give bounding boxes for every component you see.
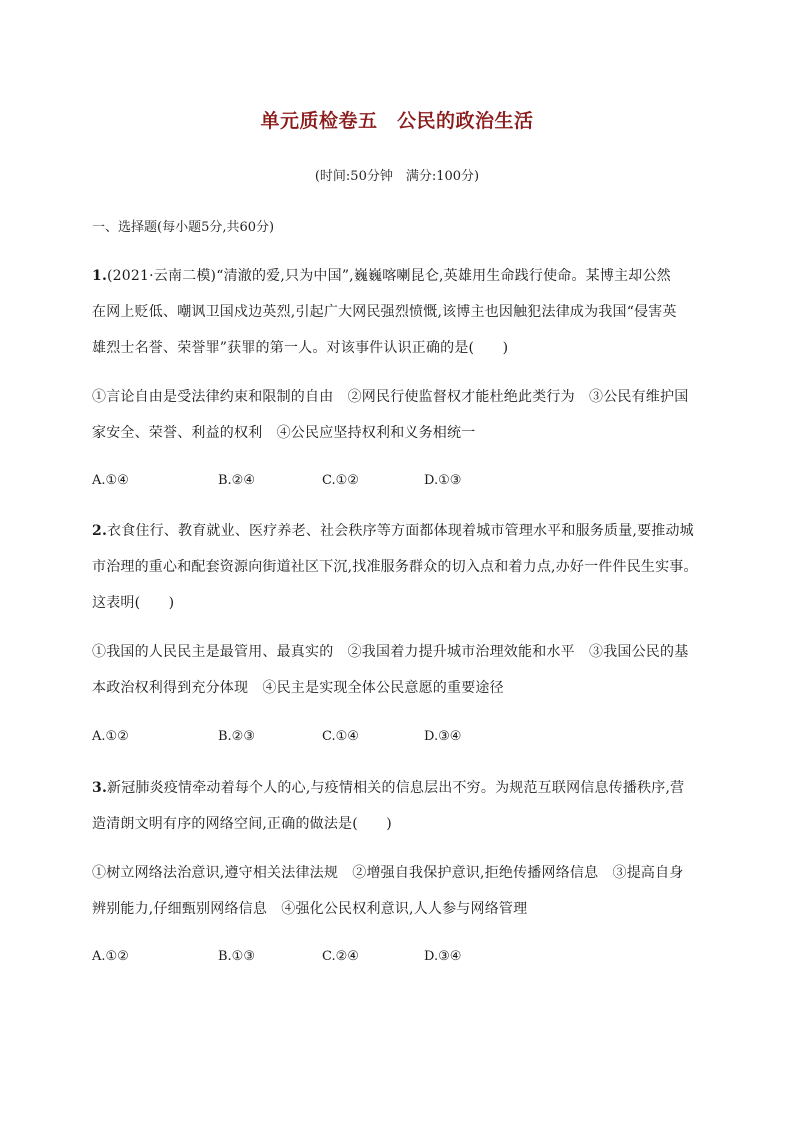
question-stem-line: 3.新冠肺炎疫情牵动着每个人的心,与疫情相关的信息层出不穷。为规范互联网信息传播秩序,营: [92, 780, 685, 796]
option-b[interactable]: B.②④: [218, 473, 255, 488]
option-a[interactable]: A.①④: [92, 473, 129, 488]
question-number: 1.: [92, 268, 108, 284]
option-c[interactable]: C.②④: [322, 949, 359, 964]
option-d[interactable]: D.①③: [424, 473, 462, 488]
statement-line: ①树立网络法治意识,遵守相关法律法规 ②增强自我保护意识,拒绝传播网络信息 ③提高自身: [92, 865, 684, 881]
statement-line: ①我国的人民民主是最管用、最真实的 ②我国着力提升城市治理效能和水平 ③我国公民的基: [92, 644, 689, 660]
question-stem-line: 在网上贬低、嘲讽卫国戍边英烈,引起广大网民强烈愤慨,该博主也因触犯法律成为我国“侵害英: [92, 304, 677, 320]
option-d[interactable]: D.③④: [424, 949, 462, 964]
question-number: 3.: [92, 780, 108, 796]
statement-line: 辨别能力,仔细甄别网络信息 ④强化公民权利意识,人人参与网络管理: [92, 901, 528, 917]
section-heading: 一、选择题(每小题5分,共60分): [92, 220, 275, 235]
option-c[interactable]: C.①②: [322, 473, 359, 488]
statement-line: ①言论自由是受法律约束和限制的自由 ②网民行使监督权才能杜绝此类行为 ③公民有维护国: [92, 389, 689, 405]
question-stem-line: 1.(2021·云南二模)“清澈的爱,只为中国”,巍巍喀喇昆仑,英雄用生命践行使命。某博主却公然: [92, 268, 671, 284]
question-number: 2.: [92, 523, 108, 539]
statement-line: 本政治权利得到充分体现 ④民主是实现全体公民意愿的重要途径: [92, 680, 504, 696]
question-stem-line: 这表明( ): [92, 595, 175, 611]
question-stem-line: 市治理的重心和配套资源向街道社区下沉,找准服务群众的切入点和着力点,办好一件件民生实事。: [92, 559, 698, 575]
option-d[interactable]: D.③④: [424, 729, 462, 744]
statement-line: 家安全、荣誉、利益的权利 ④公民应坚持权利和义务相统一: [92, 425, 476, 441]
option-b[interactable]: B.①③: [218, 949, 255, 964]
question-stem-line: 造清朗文明有序的网络空间,正确的做法是( ): [92, 816, 392, 832]
question-stem-line: 2.衣食住行、教育就业、医疗养老、社会秩序等方面都体现着城市管理水平和服务质量,要推动城: [92, 523, 694, 539]
option-a[interactable]: A.①②: [92, 729, 129, 744]
exam-info: (时间:50分钟 满分:100分): [314, 169, 480, 184]
option-c[interactable]: C.①④: [322, 729, 359, 744]
option-a[interactable]: A.①②: [92, 949, 129, 964]
question-stem-line: 雄烈士名誉、荣誉罪”获罪的第一人。对该事件认识正确的是( ): [92, 340, 509, 356]
option-b[interactable]: B.②③: [218, 729, 255, 744]
page-title: 单元质检卷五 公民的政治生活: [260, 110, 534, 132]
